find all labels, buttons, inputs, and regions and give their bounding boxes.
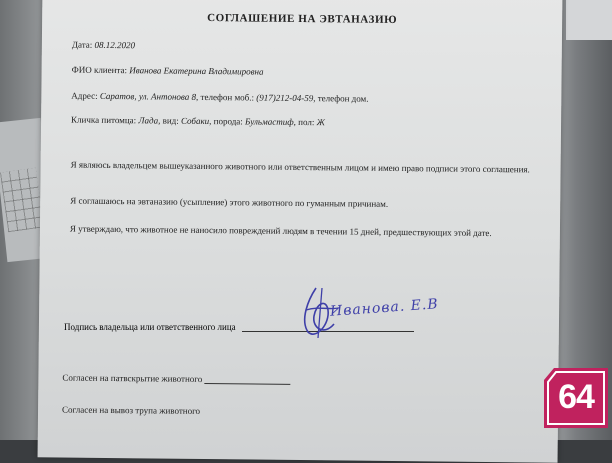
logo-text: 64 [558, 378, 594, 416]
autopsy-consent-label: Согласен на патвскрытие животного [62, 372, 203, 384]
address-label: Адрес: [71, 90, 98, 101]
client-value: Иванова Екатерина Владимировна [129, 65, 264, 77]
pet-line [71, 115, 325, 128]
client-line [72, 65, 264, 77]
date-line [72, 40, 135, 51]
date-value: 08.12.2020 [94, 39, 136, 51]
home-phone-label: , телефон дом. [313, 93, 369, 104]
removal-consent-line [62, 405, 200, 416]
background-paper-right [566, 0, 612, 40]
pet-name-value: Лада [138, 115, 159, 126]
pet-species-value: Собаки [180, 115, 210, 127]
address-line [71, 91, 368, 104]
agreement-document [38, 0, 563, 463]
mobile-label: , телефон моб.: [196, 91, 255, 103]
document-title: СОГЛАШЕНИЕ НА ЭВТАНАЗИЮ [207, 12, 398, 27]
no-injury-paragraph: Я утверждаю, что животное не наносило повреждений людям в течении 15 дней, предшествующих этой дате. [69, 223, 492, 239]
pet-sex-label: , пол: [293, 116, 315, 128]
mobile-value: (917)212-04-59 [256, 92, 314, 104]
removal-consent-label: Согласен на вывоз трупа животного [62, 404, 201, 416]
signature-label: Подпись владельца или ответственного лица [64, 322, 236, 332]
handwritten-name: Иванова. Е.В [329, 296, 440, 320]
pet-breed-value: Бульмастиф [245, 116, 294, 127]
ownership-paragraph: Я являюсь владельцем вышеуказанного животного или ответственным лицом и имею право подписи этого соглашения. [70, 159, 530, 175]
logo-64 [544, 368, 608, 428]
consent-paragraph: Я соглашаюсь на эвтаназию (усыпление) этого животного по гуманным причинам. [70, 195, 389, 209]
address-value: Саратов, ул. Антонова 8 [99, 90, 197, 102]
autopsy-consent-blank [204, 383, 290, 385]
client-label: ФИО клиента: [71, 64, 128, 76]
autopsy-consent-line [62, 373, 290, 385]
pet-name-label: Кличка питомца: [71, 114, 137, 126]
pet-species-label: , вид: [158, 115, 179, 126]
pet-sex-value: Ж [316, 117, 325, 128]
pet-breed-label: , порода: [209, 116, 243, 127]
date-label: Дата: [71, 39, 93, 50]
